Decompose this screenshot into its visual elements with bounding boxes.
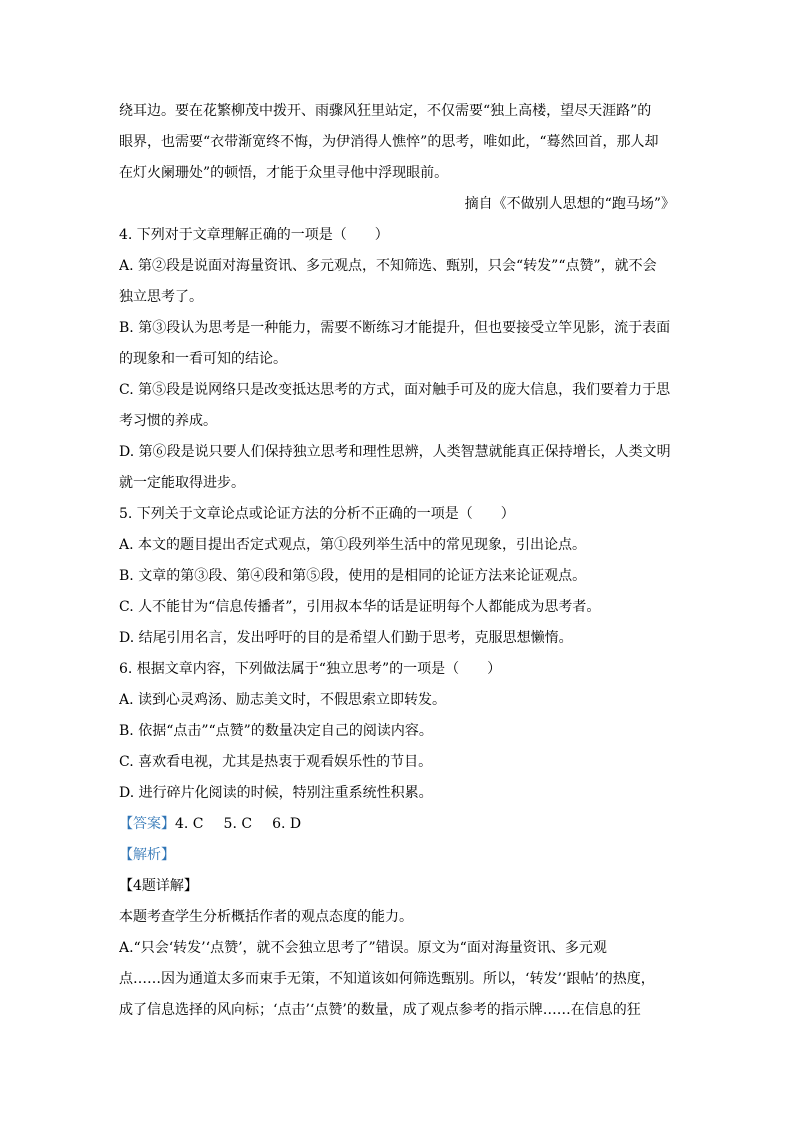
question-stem: 4. 下列对于文章理解正确的一项是（ ） — [119, 227, 389, 243]
answer-item: 4. C — [175, 816, 204, 832]
question-5 — [119, 499, 675, 654]
analysis-line: 点……因为通道太多而束手无策，不知道该如何筛选甄别。所以，‘转发’‘跟帖’的热度， — [119, 971, 655, 987]
option-c: C. 喜欢看电视，尤其是热衷于观看娱乐性的节目。 — [119, 754, 433, 770]
option-a: A. 本文的题目提出否定式观点，第①段列举生活中的常见现象，引出论点。 — [119, 537, 587, 553]
option-c: C. 人不能甘为“信息传播者”，引用叔本华的话是证明每个人都能成为思考者。 — [119, 599, 601, 615]
option-d: D. 进行碎片化阅读的时候，特别注重系统性积累。 — [119, 785, 433, 801]
option-b: B. 第③段认为思考是一种能力，需要不断练习才能提升，但也要接受立竿见影，流于表面 — [119, 320, 671, 336]
option-a: A. 第②段是说面对海量资讯、多元观点，不知筛选、甄别，只会“转发”“点赞”，就不会 — [119, 258, 657, 274]
answer-item: 6. D — [272, 816, 302, 832]
option-a-continued: 独立思考了。 — [119, 289, 203, 305]
document-page — [119, 96, 675, 1026]
analysis-subheading: 【4题详解】 — [119, 878, 198, 894]
passage-line: 眼界，也需要“衣带渐宽终不悔，为伊消得人憔悴”的思考，唯如此，“蓦然回首，那人却 — [119, 134, 659, 150]
answer-line — [119, 809, 675, 840]
option-b-continued: 的现象和一看可知的结论。 — [119, 351, 287, 367]
analysis-tag: 【解析】 — [119, 847, 175, 863]
question-stem: 5. 下列关于文章论点或论证方法的分析不正确的一项是（ ） — [119, 506, 515, 522]
question-6 — [119, 654, 675, 809]
question-stem: 6. 根据文章内容，下列做法属于“独立思考”的一项是（ ） — [119, 661, 502, 677]
option-c-continued: 考习惯的养成。 — [119, 413, 217, 429]
option-b: B. 文章的第③段、第④段和第⑤段，使用的是相同的论证方法来论证观点。 — [119, 568, 587, 584]
passage-source: 摘自《不做别人思想的“跑马场”》 — [464, 196, 675, 212]
option-d: D. 结尾引用名言，发出呼吁的目的是希望人们勤于思考，克服思想懒惰。 — [119, 630, 573, 646]
passage-line: 绕耳边。要在花繁柳茂中拨开、雨骤风狂里站定，不仅需要“独上高楼，望尽天涯路”的 — [119, 103, 652, 119]
option-d: D. 第⑥段是说只要人们保持独立思考和理性思辨，人类智慧就能真正保持增长，人类文明 — [119, 444, 671, 460]
answer-tag: 【答案】 — [119, 816, 175, 832]
question-4 — [119, 220, 675, 499]
option-d-continued: 就一定能取得进步。 — [119, 475, 245, 491]
analysis-intro: 本题考查学生分析概括作者的观点态度的能力。 — [119, 909, 413, 925]
passage-line: 在灯火阑珊处”的顿悟，才能于众里寻他中浮现眼前。 — [119, 165, 449, 181]
option-c: C. 第⑤段是说网络只是改变抵达思考的方式，面对触手可及的庞大信息，我们要着力于思 — [119, 382, 671, 398]
option-a: A. 读到心灵鸡汤、励志美文时，不假思索立即转发。 — [119, 692, 447, 708]
option-b: B. 依据“点击”“点赞”的数量决定自己的阅读内容。 — [119, 723, 433, 739]
answer-item: 5. C — [223, 816, 253, 832]
analysis-line: 成了信息选择的风向标；‘点击’‘点赞’的数量，成了观点参考的指示牌……在信息的狂 — [119, 1002, 641, 1018]
analysis-line: A.“只会‘转发’‘点赞’，就不会独立思考了”错误。原文为“面对海量资讯、多元观 — [119, 940, 607, 956]
